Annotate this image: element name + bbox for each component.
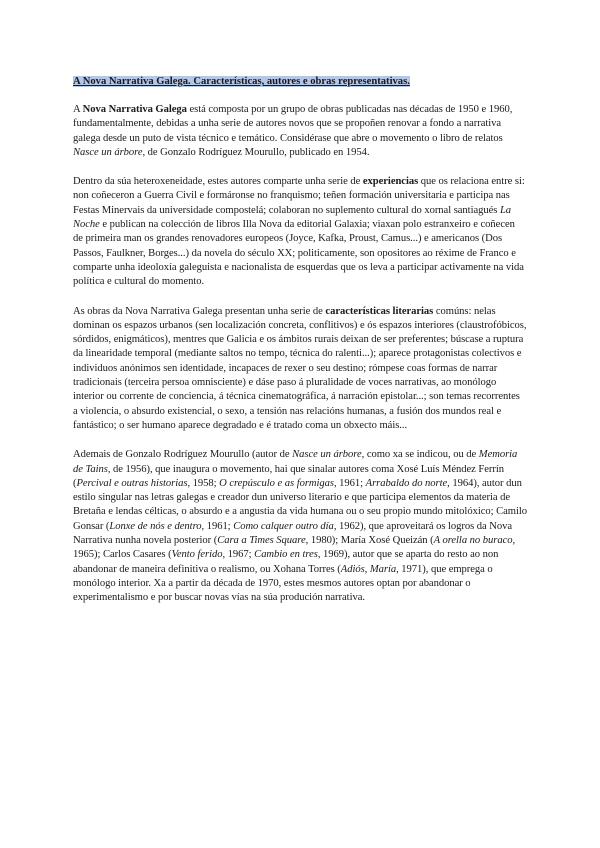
p1-text-a: A xyxy=(73,104,83,115)
p4-book-title: Lonxe de nós e dentro xyxy=(109,520,202,532)
p4-book-title: Vento ferido xyxy=(171,549,223,561)
p4-book-title: Memoria de Tains xyxy=(73,449,518,475)
paragraph-gap xyxy=(73,160,527,175)
p4-text-k: , 1965); Carlos Casares ( xyxy=(73,535,516,561)
p4-text-a: Ademais de Gonzalo Rodríguez Mourullo (autor de xyxy=(73,449,293,461)
p4-text-c: , de 1956), que inaugura o movemento, hai que sinalar autores coma Xosé Luís Méndez Ferrín ( xyxy=(73,463,505,489)
paragraph-gap xyxy=(73,433,527,448)
p2-text-d: e publican na colección de libros Illa Nova da editorial Galaxia; viaxan polo estranxeiro e coñecen de primeira man os grandes renovadores europeos (Joyce, Kafka, Proust, Camus...) e americanos (Dos Passos, Faulkner, Borges...) da novela do século XX; politicamente, son opositores ao réxime de Franco e comparte unha ideoloxía galeguista e nacionalista de esquerdas que os leva a participar activamente na vida política e cultural do momento. xyxy=(73,219,524,288)
title-line xyxy=(73,71,527,89)
p2-text-a: Dentro da súa heteroxeneidade, estes autores comparte unha serie de xyxy=(73,176,363,188)
p4-text-b: , como xa se indicou, ou de xyxy=(361,449,479,461)
p4-text-f: , 1964), autor dun estilo singular nas letras galegas e creador dun universo literario e que participa elementos da materia de Bretaña e lendas célticas, o absurdo e a angustia da vida humana ou o seu propio mundo mitolóxico; Camilo Gonsar ( xyxy=(73,477,527,532)
p4-book-title: A orella no buraco xyxy=(433,535,513,547)
paragraph-intro xyxy=(73,103,527,160)
p4-text-h: , 1962), que aproveitará os logros da Nova Narrativa nunha novela posterior ( xyxy=(73,520,513,547)
p1-bold-term: Nova Narrativa Galega xyxy=(82,104,187,115)
p3-bold-term: características literarias xyxy=(325,305,434,317)
paragraph-authors xyxy=(73,448,527,605)
p1-text-c: está composta por un grupo de obras publicadas nas décadas de 1950 e 1960, fundamentalmente, debidas a unha serie de autores novos que se propoñen renovar a fondo a narrativa galega desde un puto de vista técnico e temático. Considérase que abre o movemento o libro de relatos xyxy=(73,104,513,144)
p2-newspaper-title: La Noche xyxy=(73,204,512,231)
p4-book-title: Adiós, María xyxy=(340,563,397,575)
p4-text-d: , 1958; xyxy=(187,477,220,489)
p4-book-title: Como calquer outro día xyxy=(233,520,334,532)
p1-book-title: Nasce un árbore xyxy=(73,146,143,158)
p4-text-m: , 1969), autor que se aparta do resto ao non abandonar de maneira definitiva o realismo, ou Xohana Torres ( xyxy=(73,549,499,575)
p4-text-j: , 1980); María Xosé Queizán ( xyxy=(305,535,434,547)
paragraph-characteristics xyxy=(73,305,527,434)
p4-book-title: Percival e outras historias xyxy=(76,477,188,489)
p4-text-e: , 1961; xyxy=(333,477,366,489)
p4-book-title: Cara a Times Square xyxy=(217,535,306,547)
paragraph-gap xyxy=(73,290,527,305)
p4-book-title: Nasce un árbore xyxy=(292,449,362,461)
p2-text-c: que os relaciona entre si: non coñeceron a Guerra Civil e formáronse no franquismo; teñen formación universitaria e participa nas Festas Minervais da universidade compostelá; colaboran no suplemento cultural do xornal santiagués xyxy=(73,176,525,216)
p4-text-g: , 1961; xyxy=(201,520,234,532)
p4-book-title: O crepúsculo e as formigas xyxy=(219,477,334,489)
paragraph-experiences xyxy=(73,175,527,289)
document-title: A Nova Narrativa Galega. Características, autores e obras representativas. xyxy=(73,76,410,87)
p4-book-title: Cambio en tres xyxy=(254,549,318,561)
p4-text-l: , 1967; xyxy=(222,549,255,561)
p3-text-a: As obras da Nova Narrativa Galega presentan unha serie de xyxy=(73,305,326,317)
p1-text-d: , de Gonzalo Rodríguez Mourullo, publicado en 1954. xyxy=(142,146,370,158)
p3-text-c: comúns: nelas dominan os espazos urbanos (sen localización concreta, conflitivos) e ós espazos interiores (claustrofóbicos, sórdidos, enigmáticos), mentres que Galicia e os ámbitos rurais deixan de ser preferentes; búscase a ruptura da linearidade temporal (mediante saltos no tempo, técnica do ralenti...); aparece protagonistas colectivos e individuos anónimos sen identidade, incapaces de rexer o seu destino; rómpese coas formas de narrar tradicionais (terceira persoa omnisciente) e dáse paso á pluralidade de voces narrativas, ao monólogo interior ou corrente de conciencia, á técnica cinematográfica, á narración epistolar...; son temas recorrentes a violencia, o absurdo existencial, o sexo, a tensión nas relacións humanas, a fusión dos mundos real e fantástico; o ser humano aparece degradado e é tratado coma un obxecto máis... xyxy=(73,305,527,431)
document-body xyxy=(73,71,527,606)
p4-text-n: , 1971), que emprega o monólogo interior. Xa a partir da década de 1970, estes mesmos autores optan por abandonar o experimentalismo e por buscar novas vías na súa produción narrativa. xyxy=(73,563,493,604)
p4-book-title: Arrabaldo do norte xyxy=(365,477,448,489)
p2-bold-term: experiencias xyxy=(362,176,419,188)
